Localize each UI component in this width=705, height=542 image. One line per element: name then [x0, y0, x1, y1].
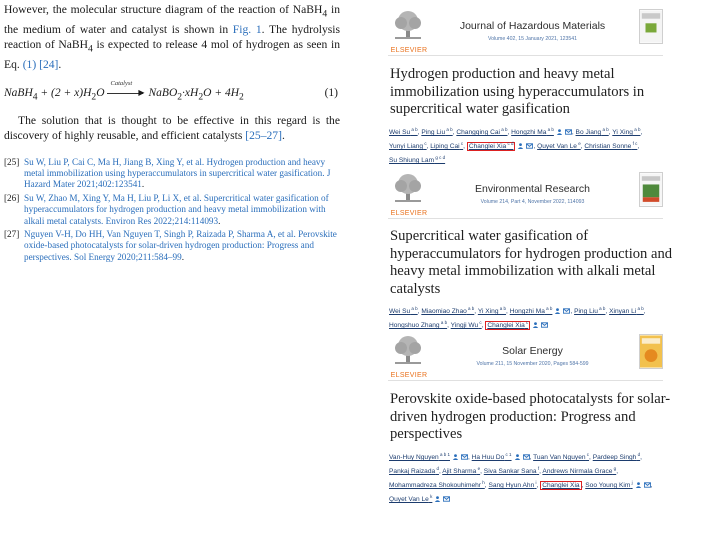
email-icon[interactable]	[565, 129, 572, 135]
text: The solution that is thought to be effective in this regard is the discovery of highly reusable, and efficient catalysts	[4, 113, 340, 143]
reference-item: [25] Su W, Liu P, Cai C, Ma H, Jiang B, Xing Y, et al. Hydrogen production and heavy metal immobilization using hyperaccumulators in supercritical water gasification. J Hazard Mater 2021;402:123541.	[4, 156, 331, 190]
author-link[interactable]: Hongzhi Ma $^{a b}$	[509, 306, 553, 315]
journal-header-hazardous	[388, 8, 663, 56]
author-link[interactable]: Mohammadreza Shokouhimehr $^h$	[389, 480, 485, 489]
text: . The hydrolysis reaction of NaBH	[4, 22, 341, 52]
reference-item: [26] Su W, Zhao M, Xing Y, Ma H, Liu P, Li X, et al. Supercritical water gasification of hyperaccumulators for hydrogen production and heavy metal immobilization with alkali metal catalysts. Environ Res 2022;214:114093.	[4, 192, 329, 226]
person-icon[interactable]	[517, 143, 524, 149]
reference-link[interactable]: Su W, Zhao M, Xing Y, Ma H, Liu P, Li X, et al. Supercritical water gasification of hyperaccumulators for hydrogen production and heavy metal immobilization with alkali metal catalysts. Environ Res 2022;214:114093	[24, 192, 329, 226]
author-link[interactable]: Pankaj Raizada $^d$	[389, 466, 439, 475]
journal-cover-thumbnail[interactable]	[639, 172, 663, 207]
elsevier-logo[interactable]	[390, 171, 426, 217]
text: .	[281, 129, 285, 143]
author-link[interactable]: Sang Hyun Ahn $^i$	[488, 480, 537, 489]
highlighted-author[interactable]: Changlei Xia $^c$	[487, 320, 529, 329]
journal-cover-thumbnail[interactable]	[639, 9, 663, 44]
author-list: Van-Huy Nguyen $^{a b 1}$ , Ha Huu Do $^{c 1}$ , Tuan Van Nguyen $^c$, Pardeep Singh $^d$, Pankaj Raizada $^d$, Ajit Sharma $^e$, Siva Sankar Sana $^f$, Andrews Nirmala Grace $^g$, Mohammadreza Shokouhimehr $^h$, Sang Hyun Ahn $^i$, Changlei Xia , Soo Young Kim $^j$ , Quyet Van Le $^k$	[389, 452, 653, 503]
author-link[interactable]: Andrews Nirmala Grace $^g$	[542, 466, 617, 475]
person-icon[interactable]	[554, 308, 561, 314]
author-link[interactable]: Tuan Van Nguyen $^c$	[533, 452, 590, 461]
email-icon[interactable]	[443, 496, 450, 502]
reference-number: [26]	[4, 192, 20, 203]
equation-number: (1)	[324, 86, 338, 99]
journal-name[interactable]: Journal of Hazardous Materials	[459, 20, 606, 32]
author-link[interactable]: Wei Su $^{a b}$	[389, 127, 418, 136]
article-title[interactable]: Supercritical water gasification of hyperaccumulators for hydrogen production and heavy metal immobilization with alkali metal catalysts	[390, 228, 673, 297]
email-icon[interactable]	[523, 454, 530, 460]
person-icon[interactable]	[434, 496, 441, 502]
elsevier-tree-icon	[392, 10, 424, 40]
reference-link[interactable]: Su W, Liu P, Cai C, Ma H, Jiang B, Xing Y, et al. Hydrogen production and heavy metal immobilization using hyperaccumulators in supercritical water gasification. J Hazard Mater 2021;402:123541	[24, 156, 331, 190]
text: .	[58, 58, 62, 72]
author-link[interactable]: Yunyi Liang $^c$	[389, 141, 427, 150]
author-link[interactable]: Bo Jiang $^{a b}$	[575, 127, 609, 136]
elsevier-tree-icon	[392, 173, 424, 203]
author-link[interactable]: Ajit Sharma $^e$	[442, 466, 481, 475]
author-link[interactable]: Liping Cai $^c$	[430, 141, 464, 150]
author-link[interactable]: Wei Su $^{a b}$	[389, 306, 418, 315]
figure-link[interactable]: Fig. 1	[232, 22, 262, 36]
email-icon[interactable]	[541, 322, 548, 328]
equation-1	[4, 80, 340, 105]
email-icon[interactable]	[563, 308, 570, 314]
author-link[interactable]: Yi Xing $^{a b}$	[612, 127, 641, 136]
author-link[interactable]: Ping Liu $^{a b}$	[421, 127, 453, 136]
journal-header-solar	[388, 333, 663, 381]
author-link[interactable]: Ha Huu Do $^{c 1}$	[471, 452, 512, 461]
author-link[interactable]: Van-Huy Nguyen $^{a b 1}$	[389, 452, 450, 461]
author-list: Wei Su $^{a b}$, Miaomiao Zhao $^{a b}$, Yi Xing $^{a b}$, Hongzhi Ma $^{a b}$ , Ping Liu $^{a b}$, Xinyan Li $^{a b}$, Hongshuo Zhang $^{a b}$, Yingji Wu $^c$, Changlei Xia $^c$	[389, 306, 646, 329]
reference-item: [27] Nguyen V-H, Do HH, Van Nguyen T, Singh P, Raizada P, Sharma A, et al. Perovskite oxide-based photocatalysts for solar-driven hydrogen production: Progress and perspectives. Sol Energy 2020;211:584–99.	[4, 229, 337, 262]
volume-info[interactable]: Volume 214, Part 4, November 2022, 114093	[480, 199, 585, 205]
email-icon[interactable]	[461, 454, 468, 460]
author-link[interactable]: Pardeep Singh $^d$	[592, 452, 641, 461]
equation-ref-link[interactable]: (1) [24]	[22, 58, 59, 72]
highlighted-author[interactable]: Changlei Xia $^{c d}$	[468, 141, 514, 150]
reference-number: [27]	[4, 229, 20, 240]
author-link[interactable]: Su Shiung Lam $^{g c d}$	[389, 155, 446, 164]
text: is expected to release 4 mol of hydrogen as seen in Eq.	[4, 38, 340, 72]
author-link[interactable]: Quyet Van Le $^k$	[389, 494, 433, 503]
publisher-name: ELSEVIER	[390, 210, 428, 217]
catalyst-label: Catalyst	[110, 80, 133, 88]
subscript: 4	[322, 8, 328, 20]
publisher-name: ELSEVIER	[390, 47, 428, 54]
elsevier-logo[interactable]	[390, 333, 426, 379]
author-link[interactable]: Yi Xing $^{a b}$	[477, 306, 507, 315]
author-link[interactable]: Soo Young Kim $^j$	[585, 480, 633, 489]
author-link[interactable]: Xinyan Li $^{a b}$	[609, 306, 644, 315]
journal-cover-thumbnail[interactable]	[639, 334, 663, 369]
author-link[interactable]: Ping Liu $^{a b}$	[574, 306, 606, 315]
elsevier-tree-icon	[392, 335, 424, 365]
publisher-name: ELSEVIER	[390, 372, 428, 379]
elsevier-logo[interactable]	[390, 8, 426, 54]
equation-body: NaBH$_4$ + $(2 + x)H_2O$ Catalyst ▶ $NaBO_2\cdot xH_2O + 4H_2$	[4, 80, 244, 102]
text: in the medium of water and catalyst is shown in	[4, 3, 340, 36]
journal-header-envres	[388, 171, 663, 219]
reference-link[interactable]: Nguyen V-H, Do HH, Van Nguyen T, Singh P, Raizada P, Sharma A, et al. Perovskite oxide-based photocatalysts for solar-driven hydrogen production: Progress and perspectives. Sol Energy 2020;211:584–99	[24, 229, 337, 262]
reference-number: [25]	[4, 156, 20, 167]
author-link[interactable]: Miaomiao Zhao $^{a b}$	[421, 306, 475, 315]
text: However, the molecular structure diagram of the reaction of NaBH	[4, 3, 323, 16]
journal-name[interactable]: Solar Energy	[502, 345, 563, 357]
person-icon[interactable]	[532, 322, 539, 328]
paper-excerpt	[4, 2, 340, 265]
email-icon[interactable]	[526, 143, 533, 149]
author-link[interactable]: Hongzhi Ma $^{a b}$	[511, 127, 554, 136]
author-link[interactable]: Hongshuo Zhang $^{a b}$	[389, 320, 448, 329]
author-list: Wei Su $^{a b}$, Ping Liu $^{a b}$, Changqing Cai $^{a b}$, Hongzhi Ma $^{a b}$ , Bo Jiang $^{a b}$, Yi Xing $^{a b}$, Yunyi Liang $^c$, Liping Cai $^c$, Changlei Xia $^{c d}$ , Quyet Van Le $^e$, Christian Sonne $^{f c}$, Su Shiung Lam $^{g c d}$	[389, 127, 643, 164]
email-icon[interactable]	[644, 482, 651, 488]
article-title[interactable]: Perovskite oxide-based photocatalysts for solar-driven hydrogen production: Progress and perspectives	[390, 391, 671, 442]
reference-list	[4, 157, 340, 264]
author-link[interactable]: Christian Sonne $^{f c}$	[584, 141, 638, 150]
author-link[interactable]: Quyet Van Le $^e$	[537, 141, 581, 150]
paragraph-2	[4, 113, 340, 144]
author-link[interactable]: Yingji Wu $^c$	[450, 320, 482, 329]
article-title[interactable]: Hydrogen production and heavy metal immobilization using hyperaccumulators in supercritical water gasification	[390, 66, 645, 117]
author-link[interactable]: Siva Sankar Sana $^f$	[483, 466, 540, 475]
volume-info[interactable]: Volume 402, 15 January 2021, 123541	[487, 36, 578, 42]
author-link[interactable]: Changqing Cai $^{a b}$	[456, 127, 508, 136]
journal-name[interactable]: Environmental Research	[475, 183, 590, 195]
paragraph-1	[4, 2, 340, 73]
volume-info[interactable]: Volume 211, 15 November 2020, Pages 584-599	[476, 361, 589, 367]
subscript: 4	[87, 43, 93, 55]
person-icon[interactable]	[556, 129, 563, 135]
person-icon[interactable]	[635, 482, 642, 488]
person-icon[interactable]	[514, 454, 521, 460]
reaction-arrow: Catalyst ▶	[107, 91, 147, 94]
highlighted-author[interactable]: Changlei Xia	[542, 482, 580, 489]
person-icon[interactable]	[452, 454, 459, 460]
citation-link[interactable]: [25–27]	[245, 129, 282, 143]
